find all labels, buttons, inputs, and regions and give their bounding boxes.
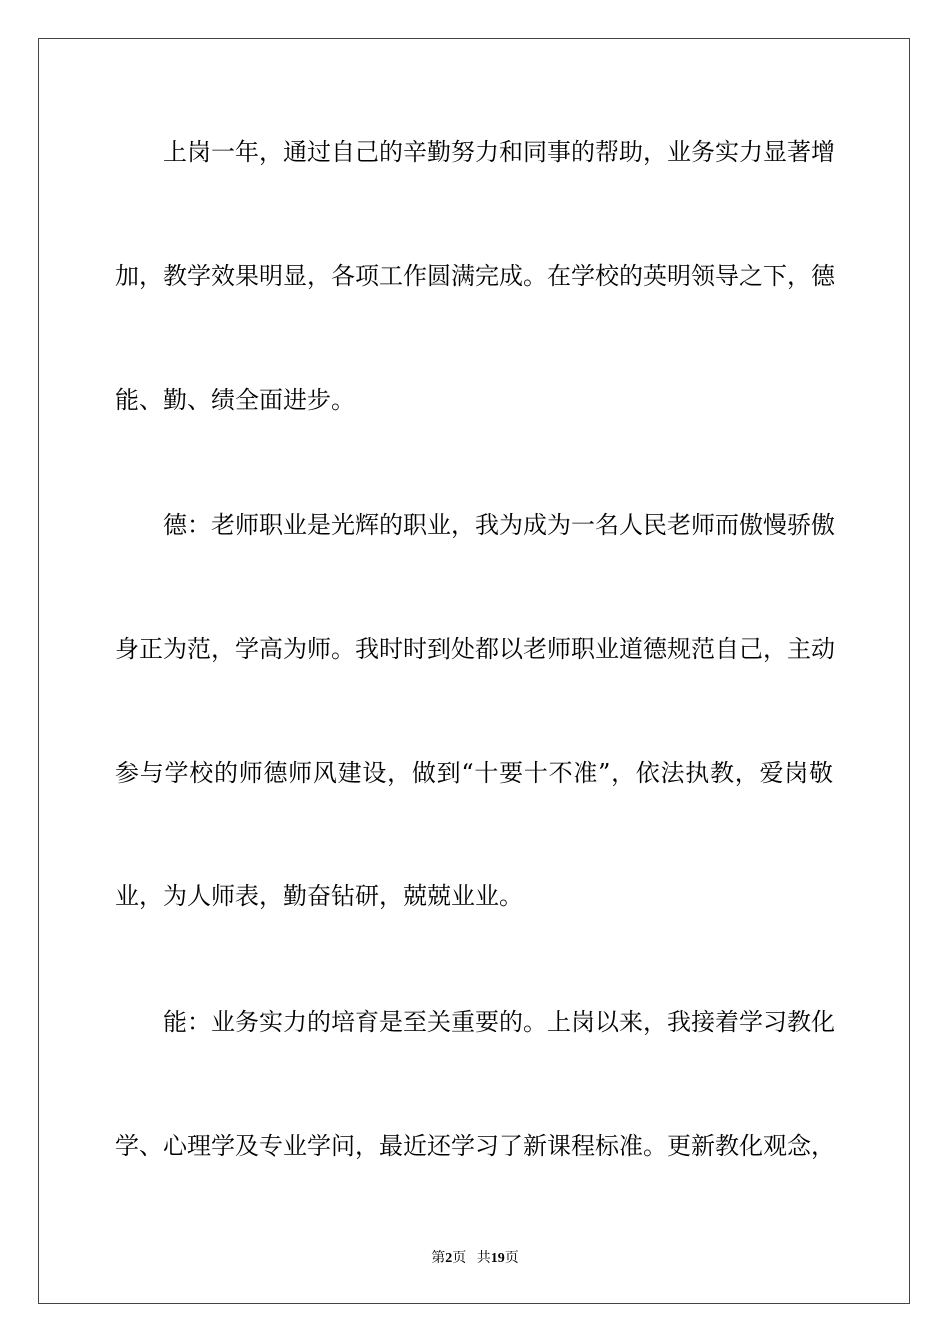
page-footer (0, 1250, 950, 1268)
page-frame (38, 38, 910, 1304)
paragraph-2-line-1: 德：老师职业是光辉的职业，我为成为一名人民老师而傲慢骄傲 (163, 511, 835, 539)
footer-total-unit: 页 (504, 1251, 519, 1266)
paragraph-2-line-2: 身正为范，学高为师。我时时到处都以老师职业道德规范自己，主动 (115, 635, 835, 663)
paragraph-1-line-2: 加，教学效果明显，各项工作圆满完成。在学校的英明领导之下，德 (115, 262, 835, 290)
paragraph-2-line-4: 业，为人师表，勤奋钻研，兢兢业业。 (115, 882, 523, 910)
footer-total-pages: 19 (490, 1251, 505, 1266)
paragraph-1-line-3: 能、勤、绩全面进步。 (115, 386, 355, 414)
footer-total-prefix: 共 (476, 1251, 491, 1266)
paragraph-3-line-1: 能：业务实力的培育是至关重要的。上岗以来，我接着学习教化 (163, 1008, 835, 1036)
footer-page-number: 2 (445, 1251, 453, 1266)
paragraph-2-line-3: 参与学校的师德师风建设，做到“十要十不准”，依法执教，爱岗敬 (115, 759, 833, 787)
footer-page-unit: 页 (452, 1251, 467, 1266)
paragraph-1-line-1: 上岗一年，通过自己的辛勤努力和同事的帮助，业务实力显著增 (163, 138, 835, 166)
footer-page-prefix: 第 (431, 1251, 446, 1266)
paragraph-3-line-2: 学、心理学及专业学问，最近还学习了新课程标准。更新教化观念， (115, 1132, 835, 1160)
